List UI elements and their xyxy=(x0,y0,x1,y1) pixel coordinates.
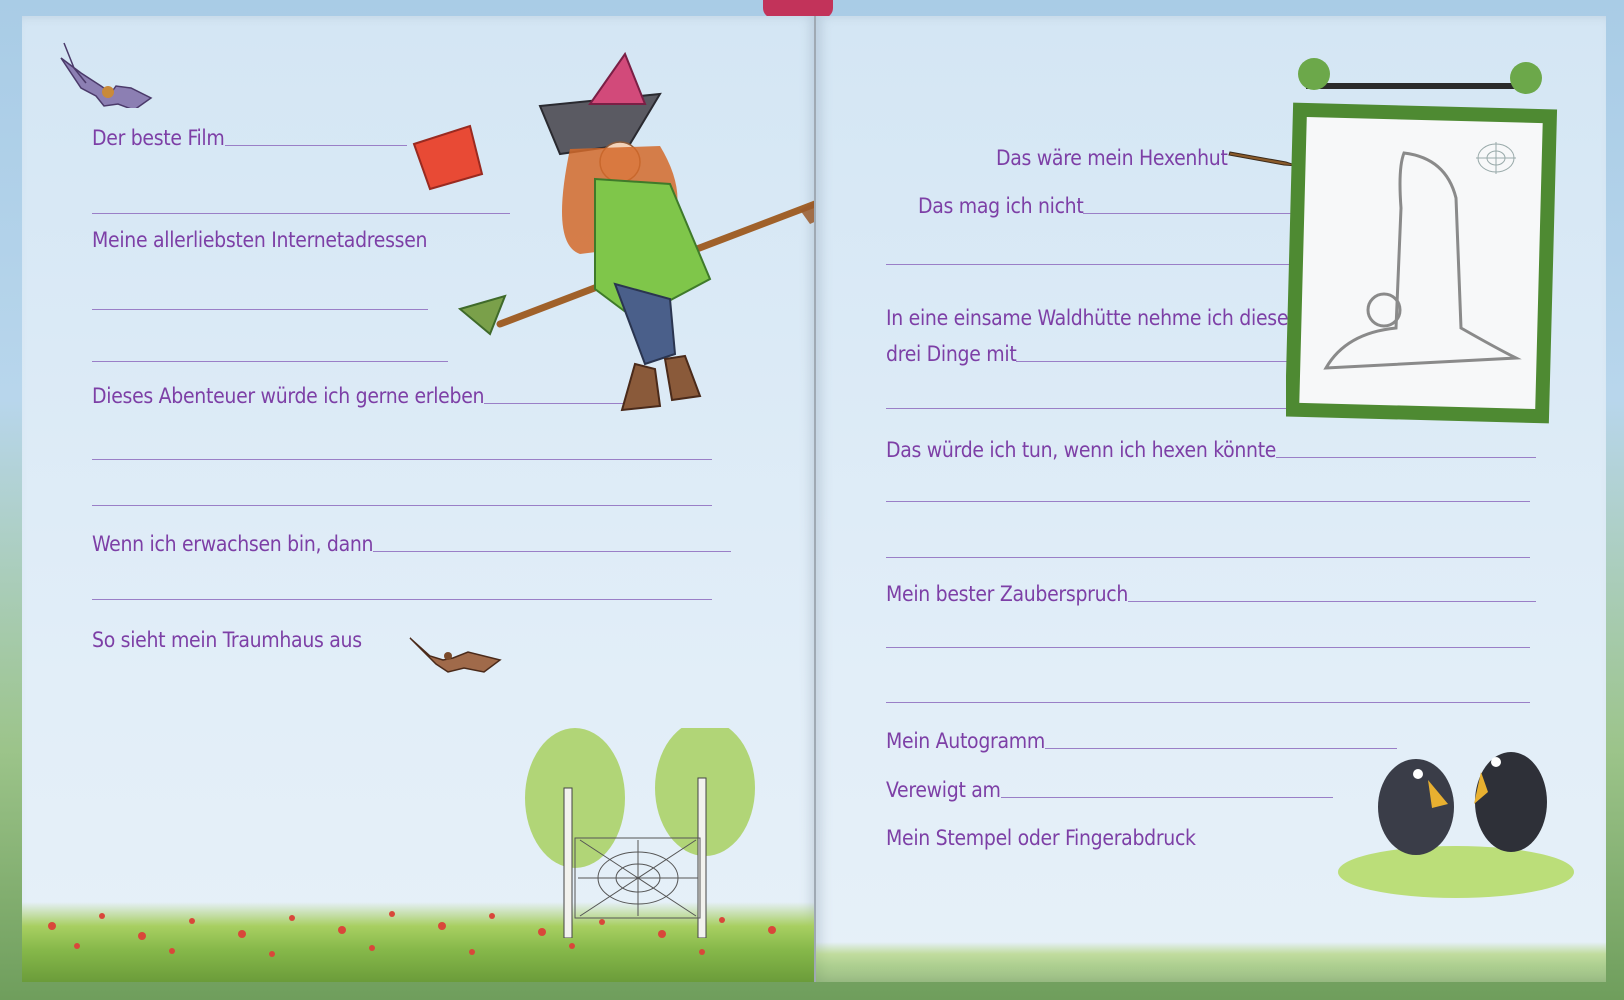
field-label: Das mag ich nicht xyxy=(918,194,1084,218)
writing-line[interactable] xyxy=(886,501,1530,502)
field-label: Mein Stempel oder Fingerabdruck xyxy=(886,826,1196,850)
field-date xyxy=(886,778,1333,802)
writing-line[interactable] xyxy=(1128,601,1536,602)
field-forest-hut-line2 xyxy=(886,342,1292,366)
field-dislikes xyxy=(918,194,1307,218)
field-if-i-could-hex xyxy=(886,438,1536,462)
writing-line[interactable] xyxy=(92,309,428,310)
field-label: Wenn ich erwachsen bin, dann xyxy=(92,532,374,556)
meadow-grass xyxy=(816,942,1606,982)
field-label: Der beste Film xyxy=(92,126,225,150)
writing-line[interactable] xyxy=(1001,797,1333,798)
writing-line[interactable] xyxy=(92,459,712,460)
writing-line[interactable] xyxy=(373,551,731,552)
writing-line[interactable] xyxy=(1016,361,1292,362)
field-label: Dieses Abenteuer würde ich gerne erleben xyxy=(92,384,485,408)
field-best-spell xyxy=(886,582,1536,606)
writing-line[interactable] xyxy=(886,557,1530,558)
bat-icon xyxy=(408,628,504,676)
field-autograph xyxy=(886,729,1397,753)
field-label: Verewigt am xyxy=(886,778,1001,802)
writing-line[interactable] xyxy=(1276,457,1536,458)
field-label: Mein bester Zauberspruch xyxy=(886,582,1129,606)
right-page xyxy=(816,16,1606,982)
writing-line[interactable] xyxy=(92,505,712,506)
writing-line[interactable] xyxy=(92,361,448,362)
writing-line[interactable] xyxy=(225,145,407,146)
witch-on-broom-illustration xyxy=(410,34,816,414)
field-witch-hat xyxy=(996,146,1228,170)
field-label: Das würde ich tun, wenn ich hexen könnte xyxy=(886,438,1277,462)
field-label: Das wäre mein Hexenhut xyxy=(996,146,1228,170)
field-label: In eine einsame Waldhütte nehme ich diese xyxy=(886,306,1289,330)
field-label: So sieht mein Traumhaus aus xyxy=(92,628,362,652)
field-label: Mein Autogramm xyxy=(886,729,1045,753)
writing-line[interactable] xyxy=(886,647,1530,648)
field-label: drei Dinge mit xyxy=(886,342,1017,366)
bat-icon xyxy=(56,38,156,108)
field-grown-up xyxy=(92,532,731,556)
field-label: Meine allerliebsten Internetadressen xyxy=(92,228,428,252)
writing-line[interactable] xyxy=(92,599,712,600)
field-dream-house xyxy=(92,628,362,652)
field-best-film xyxy=(92,126,407,150)
crows-illustration xyxy=(1336,732,1576,912)
writing-line[interactable] xyxy=(886,408,1294,409)
writing-line[interactable] xyxy=(886,264,1294,265)
flower-meadow-illustration xyxy=(22,896,816,982)
writing-line[interactable] xyxy=(1083,213,1307,214)
writing-line[interactable] xyxy=(886,702,1530,703)
field-stamp xyxy=(886,826,1196,850)
hat-drawing-frame[interactable] xyxy=(1286,28,1606,428)
field-forest-hut-line1 xyxy=(886,306,1288,330)
left-page xyxy=(22,16,816,982)
field-internet-addresses xyxy=(92,228,427,252)
